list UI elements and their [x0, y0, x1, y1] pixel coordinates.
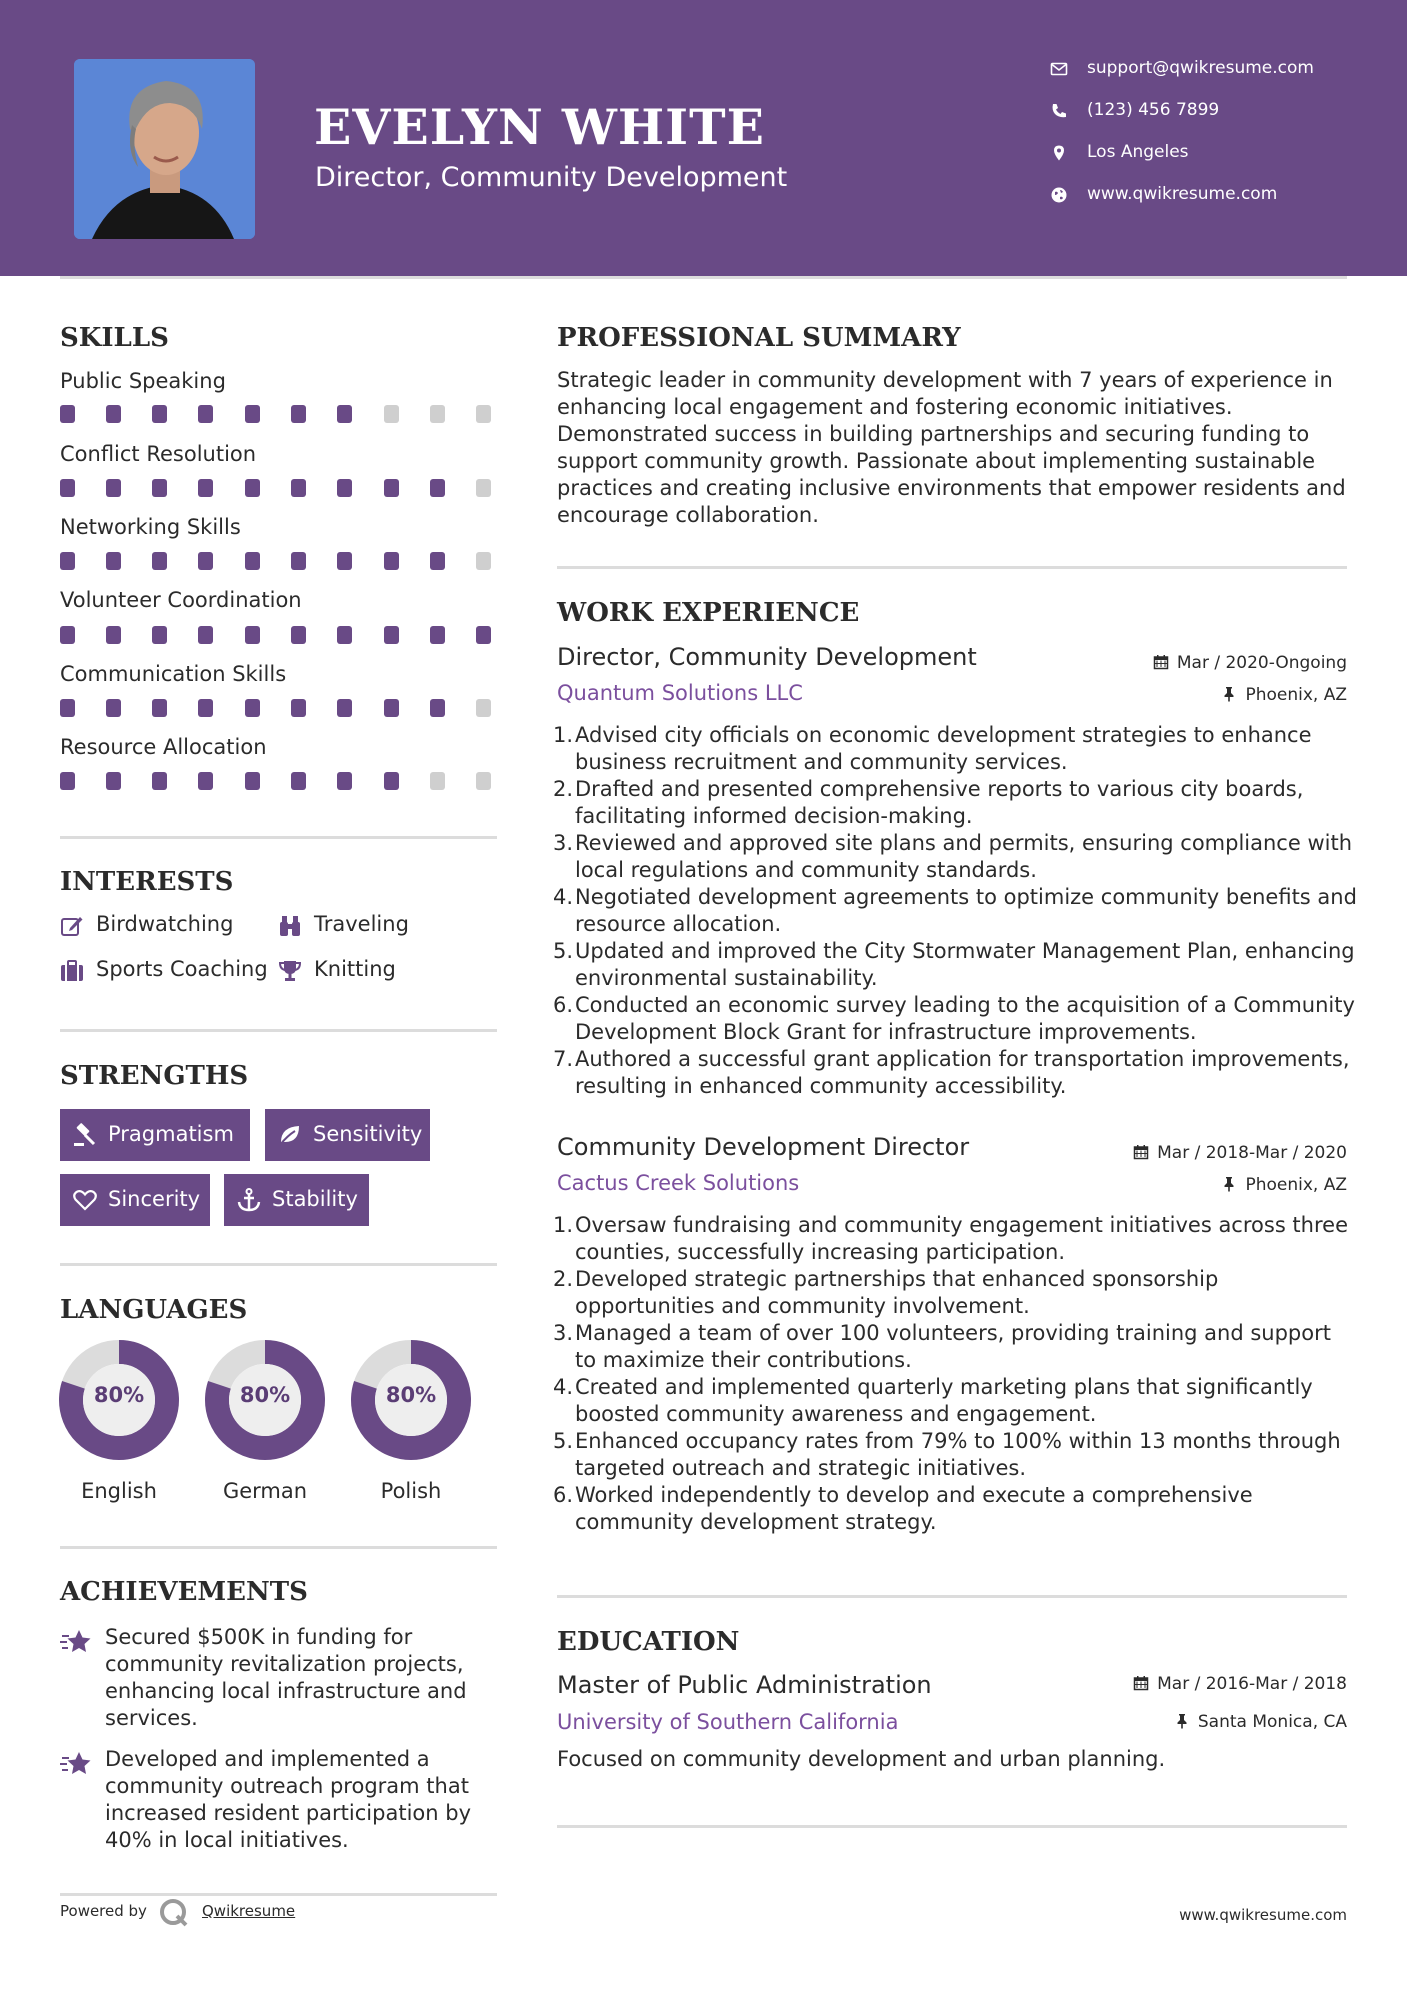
summary-heading: PROFESSIONAL SUMMARY — [557, 323, 961, 353]
skill-dot — [430, 626, 445, 644]
job-company: Cactus Creek Solutions — [557, 1171, 800, 1195]
briefcase-icon — [60, 959, 84, 983]
header-divider — [60, 276, 1347, 279]
section-divider — [557, 1595, 1347, 1598]
job-location: Phoenix, AZ — [1221, 685, 1347, 705]
list-item: 4. Negotiated development agreements to optimize community benefits and resource allocation. — [552, 885, 1357, 936]
education-heading: EDUCATION — [557, 1627, 740, 1657]
education-location: Santa Monica, CA — [1174, 1712, 1347, 1732]
skill-name: Volunteer Coordination — [60, 588, 302, 612]
gavel-icon — [72, 1122, 98, 1148]
education-description: Focused on community development and urban planning. — [557, 1747, 1166, 1771]
skill-dot — [198, 552, 213, 570]
strength-chip: Sincerity — [60, 1174, 210, 1226]
strength-chip: Pragmatism — [60, 1109, 250, 1161]
job-bullets — [552, 1212, 1357, 1536]
heart-icon — [72, 1187, 98, 1213]
language-percent: 80% — [239, 1383, 291, 1407]
experience-heading: WORK EXPERIENCE — [557, 598, 860, 628]
skill-dot — [245, 479, 260, 497]
trophy-icon — [278, 959, 302, 983]
skill-dot — [60, 772, 75, 790]
contact-phone-text: (123) 456 7899 — [1087, 100, 1220, 120]
contact-email-text: support@qwikresume.com — [1087, 58, 1314, 78]
skill-dot — [291, 479, 306, 497]
star-award-icon — [60, 1750, 92, 1778]
education-dates: Mar / 2016-Mar / 2018 — [1133, 1674, 1347, 1694]
skill-dot — [384, 552, 399, 570]
skill-dot — [106, 626, 121, 644]
achievement-text: Developed and implemented a community outreach program that increased resident participation by 40% in local initiatives. — [105, 1747, 471, 1852]
skill-dot — [337, 699, 352, 717]
skill-dot — [106, 772, 121, 790]
skill-dot — [152, 699, 167, 717]
skill-dot — [430, 699, 445, 717]
skill-dot — [152, 772, 167, 790]
envelope-icon — [1050, 60, 1068, 78]
skill-name: Resource Allocation — [60, 735, 267, 759]
language-percent: 80% — [385, 1383, 437, 1407]
skill-dot — [430, 405, 445, 423]
qwikresume-link[interactable]: Qwikresume — [202, 1902, 296, 1920]
skill-dot — [337, 626, 352, 644]
list-item: 5. Enhanced occupancy rates from 79% to 100% within 13 months through targeted outreach and strategic initiatives. — [552, 1429, 1341, 1480]
skill-dot — [60, 479, 75, 497]
degree-title: Master of Public Administration — [557, 1671, 932, 1699]
list-item: 1. Advised city officials on economic development strategies to enhance business recruitment and community services. — [552, 723, 1312, 774]
list-item: 3. Managed a team of over 100 volunteers, providing training and support to maximize their contributions. — [552, 1321, 1331, 1372]
skill-level-dots — [60, 479, 497, 497]
calendar-icon — [1153, 654, 1169, 670]
phone-icon — [1050, 102, 1068, 120]
section-divider — [60, 1546, 497, 1549]
strength-chip: Sensitivity — [265, 1109, 430, 1161]
skill-level-dots — [60, 552, 497, 570]
skill-level-dots — [60, 699, 497, 717]
language-name: Polish — [380, 1479, 442, 1503]
skill-dot — [291, 772, 306, 790]
job-title: Director, Community Development — [557, 643, 977, 671]
list-item: 1. Oversaw fundraising and community engagement initiatives across three counties, successfully increasing participation. — [552, 1213, 1348, 1264]
skill-dot — [291, 405, 306, 423]
skill-dot — [476, 405, 491, 423]
skill-dot — [384, 772, 399, 790]
language-percent: 80% — [93, 1383, 145, 1407]
section-divider — [557, 566, 1347, 569]
list-item: 5. Updated and improved the City Stormwater Management Plan, enhancing environmental sustainability. — [552, 939, 1355, 990]
list-item: 2. Drafted and presented comprehensive reports to various city boards, facilitating informed decision-making. — [552, 777, 1304, 828]
contact-website-text: www.qwikresume.com — [1087, 184, 1278, 204]
job-bullets — [552, 722, 1357, 1100]
skill-dot — [245, 626, 260, 644]
list-item: 6. Conducted an economic survey leading to the acquisition of a Community Development Block Grant for infrastructure improvements. — [552, 993, 1355, 1044]
job-company: Quantum Solutions LLC — [557, 681, 803, 705]
list-item: 3. Reviewed and approved site plans and permits, ensuring compliance with local regulations and community standards. — [552, 831, 1352, 882]
skill-dot — [106, 552, 121, 570]
skill-dot — [60, 552, 75, 570]
job-title: Community Development Director — [557, 1133, 970, 1161]
leaf-icon — [277, 1122, 303, 1148]
languages-heading: LANGUAGES — [60, 1295, 248, 1325]
skills-heading: SKILLS — [60, 323, 169, 353]
resume-header — [0, 0, 1407, 276]
star-award-icon — [60, 1628, 92, 1656]
skill-dot — [476, 772, 491, 790]
skill-dot — [291, 699, 306, 717]
skill-dot — [384, 626, 399, 644]
job-location: Phoenix, AZ — [1221, 1175, 1347, 1195]
job-dates: Mar / 2018-Mar / 2020 — [1133, 1143, 1347, 1163]
skill-dot — [106, 479, 121, 497]
skill-dot — [291, 626, 306, 644]
binoculars-icon — [278, 914, 302, 938]
skill-dot — [152, 405, 167, 423]
contact-location-text: Los Angeles — [1087, 142, 1189, 162]
strengths-heading: STRENGTHS — [60, 1061, 249, 1091]
summary-text: Strategic leader in community development with 7 years of experience in enhancing local engagement and fostering economic initiatives. Demonstrated success in building partnerships and securing funding to support community growth. Passionate about implementing sustainable practices and creating inclusive environments that empower residents and encourage collaboration. — [557, 368, 1346, 527]
skill-dot — [430, 772, 445, 790]
skill-dot — [60, 626, 75, 644]
pushpin-icon — [1221, 1176, 1237, 1192]
job-dates: Mar / 2020-Ongoing — [1153, 653, 1347, 673]
skill-dot — [430, 479, 445, 497]
language-name: German — [222, 1479, 308, 1503]
qwikresume-logo-icon — [158, 1897, 190, 1929]
list-item: 4. Created and implemented quarterly marketing plans that significantly boosted community awareness and engagement. — [552, 1375, 1313, 1426]
list-item: 6. Worked independently to develop and execute a comprehensive community development strategy. — [552, 1483, 1253, 1534]
skill-dot — [337, 772, 352, 790]
skill-dot — [291, 552, 306, 570]
map-pin-icon — [1050, 144, 1068, 162]
footer-website[interactable]: www.qwikresume.com — [1179, 1906, 1347, 1924]
globe-icon — [1050, 186, 1068, 204]
candidate-title: Director, Community Development — [315, 162, 788, 193]
skill-level-dots — [60, 626, 497, 644]
pushpin-icon — [1174, 1713, 1190, 1729]
pushpin-icon — [1221, 686, 1237, 702]
skill-dot — [337, 552, 352, 570]
achievement-text: Secured $500K in funding for community revitalization projects, enhancing local infrastructure and services. — [105, 1625, 467, 1730]
skill-dot — [384, 405, 399, 423]
skill-dot — [476, 552, 491, 570]
skill-dot — [245, 405, 260, 423]
skill-dot — [245, 552, 260, 570]
calendar-icon — [1133, 1144, 1149, 1160]
list-item: 2. Developed strategic partnerships that enhanced sponsorship opportunities and community involvement. — [552, 1267, 1219, 1318]
list-item: 7. Authored a successful grant application for transportation improvements, resulting in enhanced community accessibility. — [552, 1047, 1350, 1098]
skill-dot — [198, 699, 213, 717]
profile-photo — [74, 59, 255, 239]
skill-name: Communication Skills — [60, 662, 287, 686]
skill-dot — [198, 626, 213, 644]
skill-level-dots — [60, 772, 497, 790]
skill-dot — [106, 405, 121, 423]
school-name: University of Southern California — [557, 1710, 899, 1734]
achievements-heading: ACHIEVEMENTS — [60, 1577, 308, 1607]
strength-chip: Stability — [224, 1174, 369, 1226]
skill-dot — [476, 699, 491, 717]
skill-name: Networking Skills — [60, 515, 241, 539]
section-divider — [557, 1825, 1347, 1828]
skill-dot — [152, 479, 167, 497]
skill-dot — [476, 479, 491, 497]
skill-dot — [60, 699, 75, 717]
skill-dot — [60, 405, 75, 423]
section-divider — [60, 1263, 497, 1266]
powered-by-label: Powered by — [60, 1902, 147, 1920]
section-divider — [60, 1029, 497, 1032]
section-divider — [60, 1893, 497, 1896]
skill-name: Conflict Resolution — [60, 442, 257, 466]
skill-dot — [384, 479, 399, 497]
skill-dot — [106, 699, 121, 717]
skill-dot — [152, 552, 167, 570]
candidate-name: EVELYN WHITE — [314, 98, 765, 156]
section-divider — [60, 836, 497, 839]
pencil-square-icon — [60, 914, 84, 938]
skill-dot — [152, 626, 167, 644]
skill-dot — [198, 772, 213, 790]
skill-dot — [476, 626, 491, 644]
skill-dot — [245, 699, 260, 717]
skill-dot — [337, 405, 352, 423]
interests-heading: INTERESTS — [60, 867, 234, 897]
calendar-icon — [1133, 1675, 1149, 1691]
skill-dot — [198, 405, 213, 423]
skill-name: Public Speaking — [60, 369, 226, 393]
skill-dot — [430, 552, 445, 570]
skill-level-dots — [60, 405, 497, 423]
skill-dot — [198, 479, 213, 497]
language-name: English — [81, 1479, 157, 1503]
skill-dot — [384, 699, 399, 717]
skill-dot — [245, 772, 260, 790]
skill-dot — [337, 479, 352, 497]
anchor-icon — [236, 1187, 262, 1213]
